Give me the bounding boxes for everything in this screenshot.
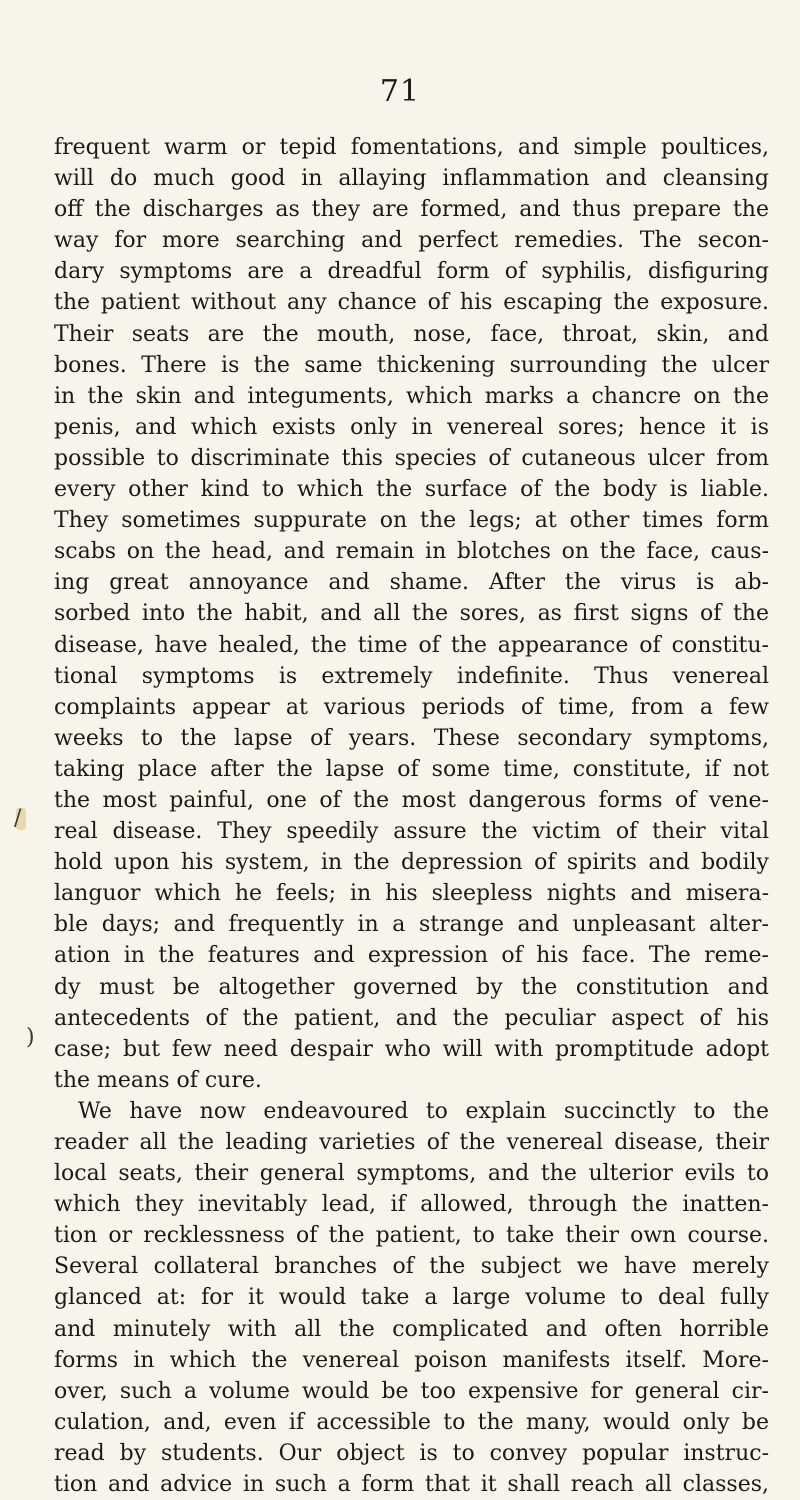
text-line: frequent warm or tepid fomentations, and simple poultices, xyxy=(54,135,769,160)
text-line: off the discharges as they are formed, and thus prepare the xyxy=(54,197,769,223)
text-line: Several collateral branches of the subject we have merely xyxy=(54,1254,769,1280)
text-line: ation in the features and expression of his face. The reme- xyxy=(54,943,769,969)
text-line: real disease. They speedily assure the victim of their vital xyxy=(54,819,769,845)
text-line: bones. There is the same thickening surrounding the ulcer xyxy=(54,352,769,378)
text-line: taking place after the lapse of some time, constitute, if not xyxy=(54,756,769,782)
text-line: and minutely with all the complicated and often horrible xyxy=(54,1316,769,1342)
text-line: dy must be altogether governed by the constitution and xyxy=(54,974,769,1000)
margin-mark: ) xyxy=(26,1025,35,1050)
text-line: scabs on the head, and remain in blotches on the face, caus- xyxy=(54,539,769,565)
text-line: local seats, their general symptoms, and the ulterior evils to xyxy=(54,1161,769,1187)
text-line: reader all the leading varieties of the venereal disease, their xyxy=(54,1130,769,1155)
text-line: ble days; and frequently in a strange and unpleasant alter- xyxy=(54,912,769,938)
text-line: They sometimes suppurate on the legs; at other times form xyxy=(54,508,769,534)
text-line: hold upon his system, in the depression of spirits and bodily xyxy=(54,850,769,876)
text-line: in the skin and integuments, which marks a chancre on the xyxy=(54,383,769,409)
text-line: sorbed into the habit, and all the sores, as first signs of the xyxy=(54,601,769,627)
text-line: complaints appear at various periods of time, from a few xyxy=(54,694,769,720)
text-line: way for more searching and perfect remedies. The secon- xyxy=(54,228,769,254)
text-line: culation, and, even if accessible to the many, would only be xyxy=(54,1409,769,1435)
text-line: the most painful, one of the most dangerous forms of vene- xyxy=(54,787,769,813)
text-line: weeks to the lapse of years. These secondary symptoms, xyxy=(54,725,769,751)
text-line: antecedents of the patient, and the peculiar aspect of his xyxy=(54,1005,769,1031)
text-line: over, such a volume would be too expensive for general cir- xyxy=(54,1378,769,1404)
text-line: glanced at: for it would take a large volume to deal fully xyxy=(54,1285,769,1311)
text-line: Their seats are the mouth, nose, face, throat, skin, and xyxy=(54,321,769,347)
text-line: forms in which the venereal poison manifests itself. More- xyxy=(54,1347,769,1373)
text-line: will do much good in allaying inflammation and cleansing xyxy=(54,166,769,192)
text-line: tion or recklessness of the patient, to take their own course. xyxy=(54,1223,769,1249)
text-line: languor which he feels; in his sleepless nights and misera- xyxy=(54,881,769,907)
text-line: possible to discriminate this species of cutaneous ulcer from xyxy=(54,445,769,471)
text-line: disease, have healed, the time of the appearance of constitu- xyxy=(54,632,769,658)
text-line: read by students. Our object is to convey popular instruc- xyxy=(54,1440,769,1466)
margin-mark: / xyxy=(14,806,22,831)
text-line: We have now endeavoured to explain succinctly to the xyxy=(78,1098,769,1124)
text-line: the means of cure. xyxy=(54,1067,262,1093)
text-line: case; but few need despair who will with promptitude adopt xyxy=(54,1036,769,1062)
text-line: ing great annoyance and shame. After the virus is ab- xyxy=(54,570,769,596)
body-text xyxy=(54,132,769,1500)
text-line: every other kind to which the surface of the body is liable. xyxy=(54,477,769,503)
text-line: tion and advice in such a form that it shall reach all classes, xyxy=(54,1472,769,1498)
text-line: tional symptoms is extremely indefinite. Thus venereal xyxy=(54,663,769,689)
page-number: 71 xyxy=(379,74,421,109)
text-line: the patient without any chance of his escaping the exposure. xyxy=(54,290,769,316)
text-line: dary symptoms are a dreadful form of syphilis, disfiguring xyxy=(54,259,769,285)
text-line: penis, and which exists only in venereal sores; hence it is xyxy=(54,414,769,440)
text-line: which they inevitably lead, if allowed, through the inatten- xyxy=(54,1192,769,1218)
